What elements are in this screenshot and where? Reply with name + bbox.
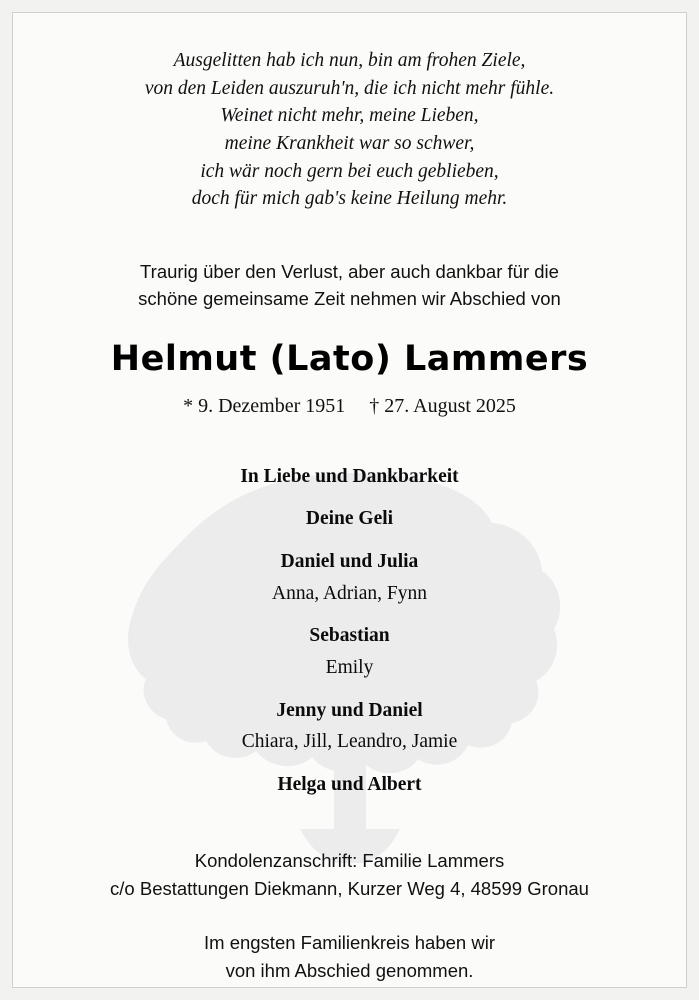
family-children: Anna, Adrian, Fynn: [272, 582, 427, 604]
closing-note: [37, 929, 662, 985]
closing-line: von ihm Abschied genommen.: [225, 959, 474, 981]
deceased-name: Helmut (Lato) Lammers: [110, 338, 589, 379]
death-date: 27. August 2025: [384, 394, 516, 417]
poem-line: ich wär noch gern bei euch geblieben,: [200, 160, 499, 182]
spacer: [37, 610, 662, 621]
poem-line: meine Krankheit war so schwer,: [224, 133, 475, 155]
address-line: c/o Bestattungen Diekmann, Kurzer Weg 4, 48599 Gronau: [110, 878, 589, 900]
intro-text: [37, 259, 662, 313]
family-heading: In Liebe und Dankbarkeit: [240, 465, 459, 487]
poem-line: Ausgelitten hab ich nun, bin am frohen Ziele,: [173, 50, 526, 71]
family-member: Helga und Albert: [277, 773, 422, 795]
spacer: [37, 759, 662, 770]
birth-symbol: *: [183, 394, 194, 417]
closing-line: Im engsten Familienkreis haben wir: [204, 931, 495, 953]
family-member: Jenny und Daniel: [276, 699, 423, 721]
family-member: Sebastian: [309, 625, 390, 647]
poem-line: von den Leiden auszuruh'n, die ich nicht mehr fühle.: [144, 77, 555, 99]
obituary-content: [13, 47, 686, 984]
family-member: Deine Geli: [305, 508, 394, 530]
life-dates: [37, 395, 662, 418]
intro-line: Traurig über den Verlust, aber auch dankbar für die: [140, 261, 559, 283]
birth-date: 9. Dezember 1951: [198, 394, 346, 417]
family-children: Emily: [325, 656, 374, 678]
family-list: [37, 462, 662, 800]
family-member: Daniel und Julia: [280, 551, 419, 572]
family-children: Chiara, Jill, Leandro, Jamie: [241, 731, 458, 753]
poem-line: doch für mich gab's keine Heilung mehr.: [191, 188, 508, 210]
spacer: [37, 685, 662, 696]
condolence-address: [37, 847, 662, 903]
spacer: [37, 493, 662, 504]
obituary-card: [12, 12, 687, 988]
poem: [37, 47, 662, 213]
intro-line: schöne gemeinsame Zeit nehmen wir Abschied von: [138, 287, 561, 309]
address-line: Kondolenzanschrift: Familie Lammers: [194, 850, 505, 872]
death-symbol: †: [369, 394, 380, 417]
spacer: [37, 536, 662, 547]
poem-line: Weinet nicht mehr, meine Lieben,: [220, 105, 479, 127]
